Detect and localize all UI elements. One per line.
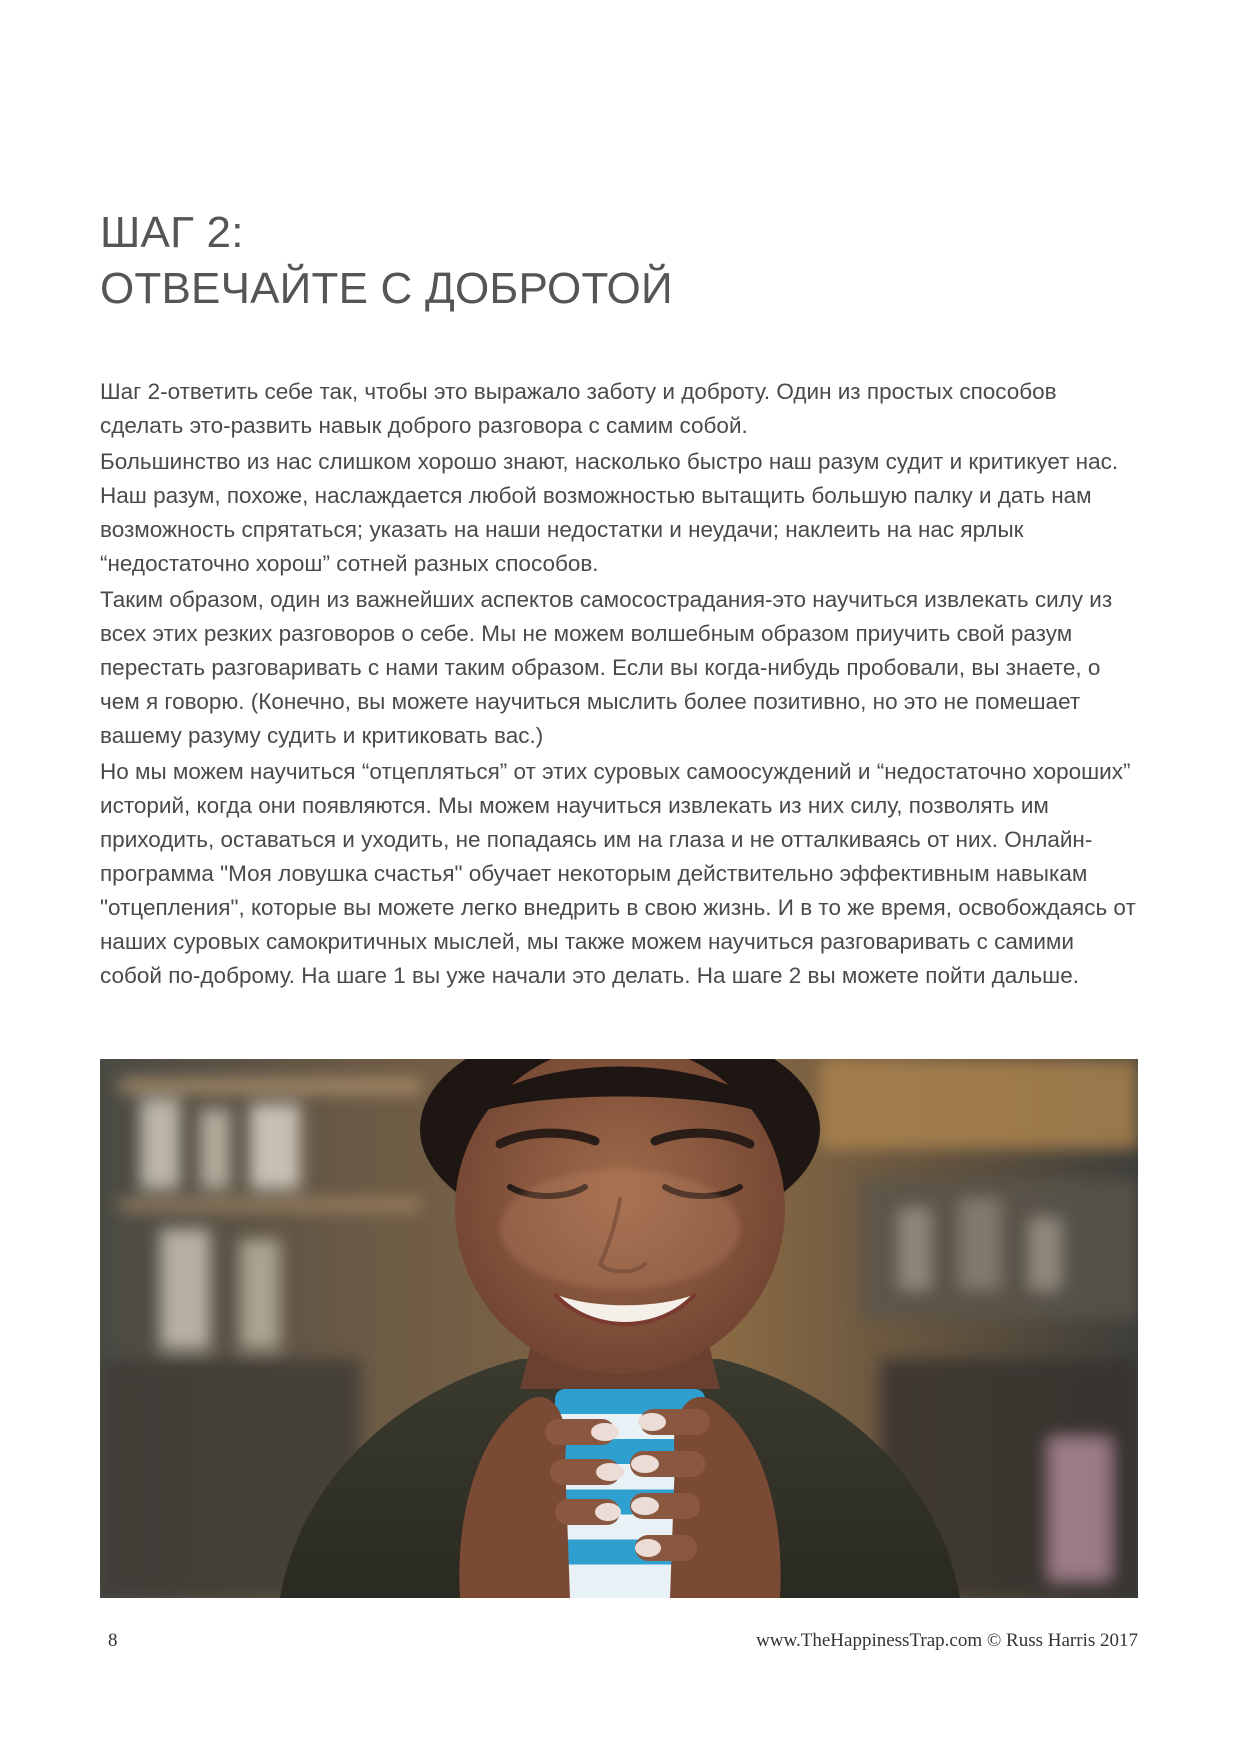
photo-illustration	[100, 1059, 1138, 1598]
photo-woman-with-mug	[100, 1059, 1138, 1598]
paragraph-3: Таким образом, один из важнейших аспектов самосострадания-это научиться извлекать силу из всех этих резких разговоров о себе. Мы не можем волшебным образом приучить свой разум перестать разговаривать с нами таким образом. Если вы когда-нибудь пробовали, вы знаете, о чем я говорю. (Конечно, вы можете научиться мыслить более позитивно, но это не помешает вашему разуму судить и критиковать вас.)	[100, 587, 1113, 748]
page-title	[100, 205, 1140, 317]
title-line-step: ШАГ 2:	[100, 208, 244, 257]
body-text	[100, 375, 1140, 995]
page-number: 8	[108, 1630, 118, 1651]
title-line-main: ОТВЕЧАЙТЕ С ДОБРОТОЙ	[100, 264, 673, 313]
paragraph-1: Шаг 2-ответить себе так, чтобы это выражало заботу и доброту. Один из простых способов сделать это-развить навык доброго разговора с самим собой.	[100, 379, 1057, 438]
paragraph-2: Большинство из нас слишком хорошо знают, насколько быстро наш разум судит и критикует нас. Наш разум, похоже, наслаждается любой возможностью вытащить большую палку и дать нам возможность спрятаться; указать на наши недостатки и неудачи; наклеить на нас ярлык “недостаточно хорош” сотней разных способов.	[100, 449, 1119, 576]
page-footer	[100, 1630, 1138, 1660]
footer-credit: www.TheHappinessTrap.com © Russ Harris 2017	[756, 1630, 1138, 1651]
paragraph-4: Но мы можем научиться “отцепляться” от этих суровых самоосуждений и “недостаточно хороших” историй, когда они появляются. Мы можем научиться извлекать из них силу, позволять им приходить, оставаться и уходить, не попадаясь им на глаза и не отталкиваясь от них. Онлайн-программа "Моя ловушка счастья" обучает некоторым действительно эффективным навыкам "отцепления", которые вы можете легко внедрить в свою жизнь. И в то же время, освобождаясь от наших суровых самокритичных мыслей, мы также можем научиться разговаривать с самими собой по-доброму. На шаге 1 вы уже начали это делать. На шаге 2 вы можете пойти дальше.	[100, 759, 1136, 988]
